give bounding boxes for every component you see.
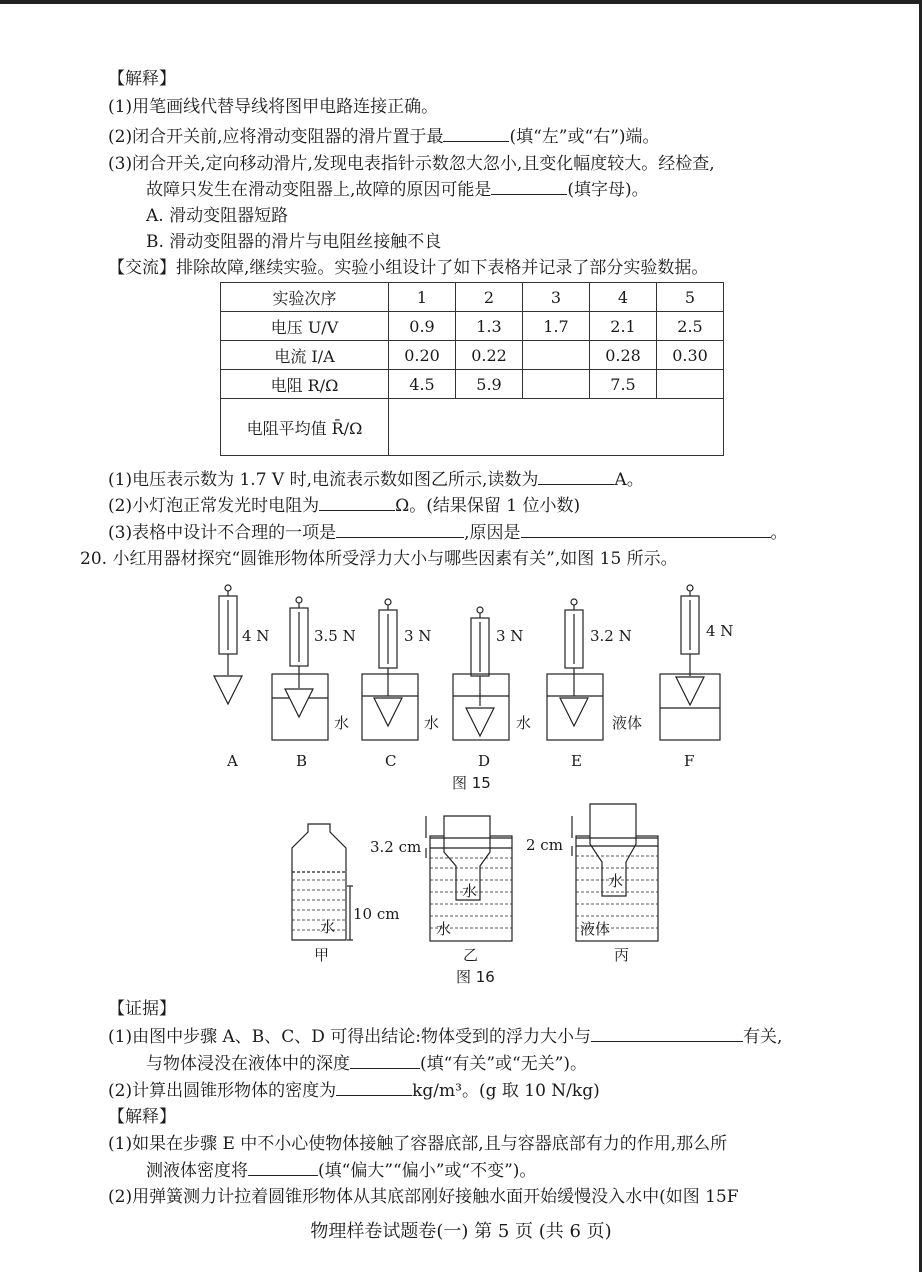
table-cell: 0.9: [389, 312, 456, 341]
answer-blank[interactable]: [491, 178, 567, 195]
table-cell: 0.20: [389, 341, 456, 370]
explain-q3-line1: (3)闭合开关,定向移动滑片,发现电表指针示数忽大忽小,且变化幅度较大。经检查,: [108, 154, 715, 174]
answer-blank[interactable]: [591, 1025, 743, 1042]
water-label-bing-object: 水: [608, 872, 624, 890]
spring-scale-a: [214, 585, 242, 704]
answer-blank[interactable]: [538, 468, 614, 485]
figure-15-caption: 图 15: [452, 774, 491, 792]
question-20-stem: 20. 小红用器材探究“圆锥形物体所受浮力大小与哪些因素有关”,如图 15 所示。: [80, 549, 678, 569]
table-cell[interactable]: [523, 341, 590, 370]
reading-e: 3.2 N: [590, 627, 632, 645]
exchange-q3: (3)表格中设计不合理的一项是 ,原因是 。: [108, 523, 788, 543]
table-cell: 5.9: [456, 370, 523, 399]
spring-scale-f: [660, 585, 720, 740]
reading-c: 3 N: [404, 627, 432, 645]
option-a: A. 滑动变阻器短路: [146, 206, 289, 226]
reading-a: 4 N: [242, 627, 270, 645]
row-label: 电压 U/V: [221, 312, 389, 341]
row-label: 电阻平均值 R̄/Ω: [221, 399, 389, 456]
evidence-q1-line1: (1)由图中步骤 A、B、C、D 可得出结论:物体受到的浮力大小与 有关,: [108, 1027, 783, 1047]
water-label-jia: 水: [320, 918, 336, 936]
spring-scale-c: [362, 599, 418, 740]
table-cell: 1: [389, 283, 456, 312]
row-label: 实验次序: [221, 283, 389, 312]
row-label: 电流 I/A: [221, 341, 389, 370]
explain2-heading: 【解释】: [108, 1107, 176, 1127]
row-label: 电阻 R/Ω: [221, 370, 389, 399]
data-table: [220, 282, 724, 456]
answer-blank[interactable]: [319, 494, 395, 511]
exchange-q1: (1)电压表示数为 1.7 V 时,电流表示数如图乙所示,读数为 A。: [108, 470, 644, 490]
water-label-yi-object: 水: [462, 882, 478, 900]
spring-scale-e: [547, 599, 603, 740]
answer-blank[interactable]: [336, 521, 464, 538]
step-letter-e: E: [571, 752, 582, 770]
evidence-heading: 【证据】: [108, 999, 176, 1019]
liquid-label-bing: 液体: [580, 920, 611, 938]
label-bing: 丙: [614, 946, 630, 964]
label-jia: 甲: [314, 946, 330, 964]
step-letter-b: B: [296, 752, 308, 770]
liquid-label-e: 液体: [612, 714, 643, 732]
dim-jia: 10 cm: [353, 905, 400, 923]
figure-16-caption: 图 16: [456, 968, 495, 986]
table-cell: 7.5: [590, 370, 657, 399]
answer-blank[interactable]: [248, 1159, 318, 1176]
label-yi: 乙: [463, 946, 479, 964]
average-cell[interactable]: [389, 399, 724, 456]
table-cell[interactable]: [523, 370, 590, 399]
explain-q1: (1)用笔画线代替导线将图甲电路连接正确。: [108, 97, 439, 117]
table-row: [221, 283, 724, 312]
exchange-intro: 【交流】排除故障,继续实验。实验小组设计了如下表格并记录了部分实验数据。: [108, 258, 709, 278]
dim-yi: 3.2 cm: [370, 838, 422, 856]
spring-scale-b: [272, 597, 328, 740]
table-row: [221, 312, 724, 341]
step-letter-c: C: [385, 752, 397, 770]
explain2-q2: (2)用弹簧测力计拉着圆锥形物体从其底部刚好接触水面开始缓慢没入水中(如图 15F: [108, 1187, 739, 1207]
table-row: [221, 341, 724, 370]
table-cell: 2.5: [657, 312, 724, 341]
step-letter-d: D: [478, 752, 491, 770]
explain2-q1-line2: 测液体密度将 (填“偏大”“偏小”或“不变”)。: [146, 1161, 537, 1181]
liquid-label-c: 水: [424, 714, 440, 732]
step-letter-a: A: [227, 752, 238, 770]
table-cell: 0.22: [456, 341, 523, 370]
table-cell: 5: [657, 283, 724, 312]
table-cell: 1.7: [523, 312, 590, 341]
page-footer: 物理样卷试题卷(一) 第 5 页 (共 6 页): [310, 1221, 612, 1242]
water-label-yi: 水: [436, 920, 452, 938]
reading-f: 4 N: [706, 622, 734, 640]
liquid-label-b: 水: [334, 714, 350, 732]
table-cell: 0.28: [590, 341, 657, 370]
table-cell: 4: [590, 283, 657, 312]
table-row: [221, 399, 724, 456]
reading-d: 3 N: [496, 627, 524, 645]
table-cell: 0.30: [657, 341, 724, 370]
table-cell[interactable]: [657, 370, 724, 399]
table-cell: 1.3: [456, 312, 523, 341]
exchange-q2: (2)小灯泡正常发光时电阻为 Ω。(结果保留 1 位小数): [108, 496, 581, 516]
answer-blank[interactable]: [521, 521, 771, 538]
page-top-border: [0, 0, 922, 4]
explain-q2: (2)闭合开关前,应将滑动变阻器的滑片置于最 (填“左”或“右”)端。: [108, 127, 660, 147]
table-cell: 2: [456, 283, 523, 312]
answer-blank[interactable]: [336, 1079, 412, 1096]
evidence-q1-line2: 与物体浸没在液体中的深度 (填“有关”或“无关”)。: [146, 1054, 588, 1074]
table-cell: 4.5: [389, 370, 456, 399]
dim-bing: 2 cm: [526, 836, 563, 854]
evidence-q2: (2)计算出圆锥形物体的密度为 kg/m³。(g 取 10 N/kg): [108, 1081, 600, 1101]
option-b: B. 滑动变阻器的滑片与电阻丝接触不良: [146, 232, 442, 252]
answer-blank[interactable]: [443, 125, 509, 142]
reading-b: 3.5 N: [314, 627, 356, 645]
explain2-q1-line1: (1)如果在步骤 E 中不小心使物体接触了容器底部,且与容器底部有力的作用,那么所: [108, 1134, 728, 1154]
table-cell: 3: [523, 283, 590, 312]
step-letter-f: F: [684, 752, 695, 770]
table-cell: 2.1: [590, 312, 657, 341]
answer-blank[interactable]: [350, 1052, 420, 1069]
table-row: [221, 370, 724, 399]
figure-15: [200, 580, 760, 760]
explain-heading: 【解释】: [108, 69, 176, 89]
liquid-label-d: 水: [516, 714, 532, 732]
explain-q3-line2: 故障只发生在滑动变阻器上,故障的原因可能是 (填字母)。: [146, 180, 649, 200]
